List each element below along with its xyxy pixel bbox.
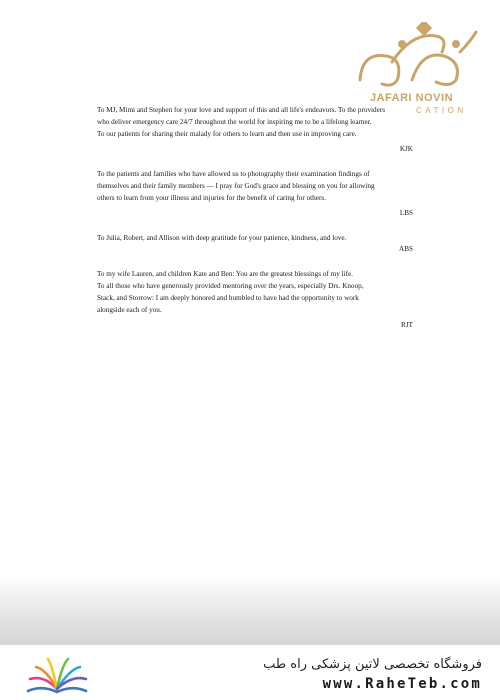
dedication-block bbox=[97, 232, 415, 244]
dedication-block bbox=[97, 104, 415, 140]
dedication-line: others to learn from your illness and injuries for the benefit of caring for others. bbox=[97, 194, 326, 202]
dedication-block bbox=[97, 168, 415, 204]
dedication-line: who deliver emergency care 24/7 throughout the world for inspiring me to be a lifelong learner. bbox=[97, 118, 372, 126]
dedication-initials: KJK bbox=[399, 145, 413, 153]
page-bottom-shadow bbox=[0, 575, 500, 645]
dedication-line: alongside each of you. bbox=[97, 306, 162, 314]
dedication-line: Stack, and Storrow: I am deeply honored and humbled to have had the opportunity to work bbox=[97, 294, 359, 302]
logo-tagline: CATION bbox=[416, 106, 467, 115]
dedication-initials: LBS bbox=[399, 209, 413, 217]
dedication-line: To MJ, Mimi and Stephen for your love and support of this and all life's endeavors. To the providers bbox=[97, 106, 386, 114]
dedication-line: To all those who have generously provided mentoring over the years, especially Drs. Knoop, bbox=[97, 282, 364, 290]
dedication-line: To the patients and families who have allowed us to photography their examination findings of bbox=[97, 170, 370, 178]
dedication-line: themselves and their family members — I pray for God's grace and blessing on you for allowing bbox=[97, 182, 375, 190]
open-book-logo-icon bbox=[22, 655, 92, 695]
calligraphy-emblem-icon bbox=[352, 22, 482, 94]
dedication-line: To my wife Lauren, and children Kate and Ben: You are the greatest blessings of my life. bbox=[97, 270, 353, 278]
dedication-initials: ABS bbox=[399, 245, 413, 253]
logo-brand-name: JAFARI NOVIN bbox=[370, 92, 454, 104]
dedication-line: To Julia, Robert, and Allison with deep gratitude for your patience, kindness, and love. bbox=[97, 234, 347, 242]
shop-name: فروشگاه تخصصی لاتین پزشکی راه طب bbox=[263, 657, 482, 672]
dedication-line: To our patients for sharing their malady for others to learn and then use in improving care. bbox=[97, 130, 357, 138]
shop-url[interactable]: www.RaheTeb.com bbox=[322, 676, 482, 692]
dedication-initials: RJT bbox=[401, 321, 413, 329]
dedication-block bbox=[97, 268, 415, 316]
footer-banner bbox=[0, 645, 500, 700]
